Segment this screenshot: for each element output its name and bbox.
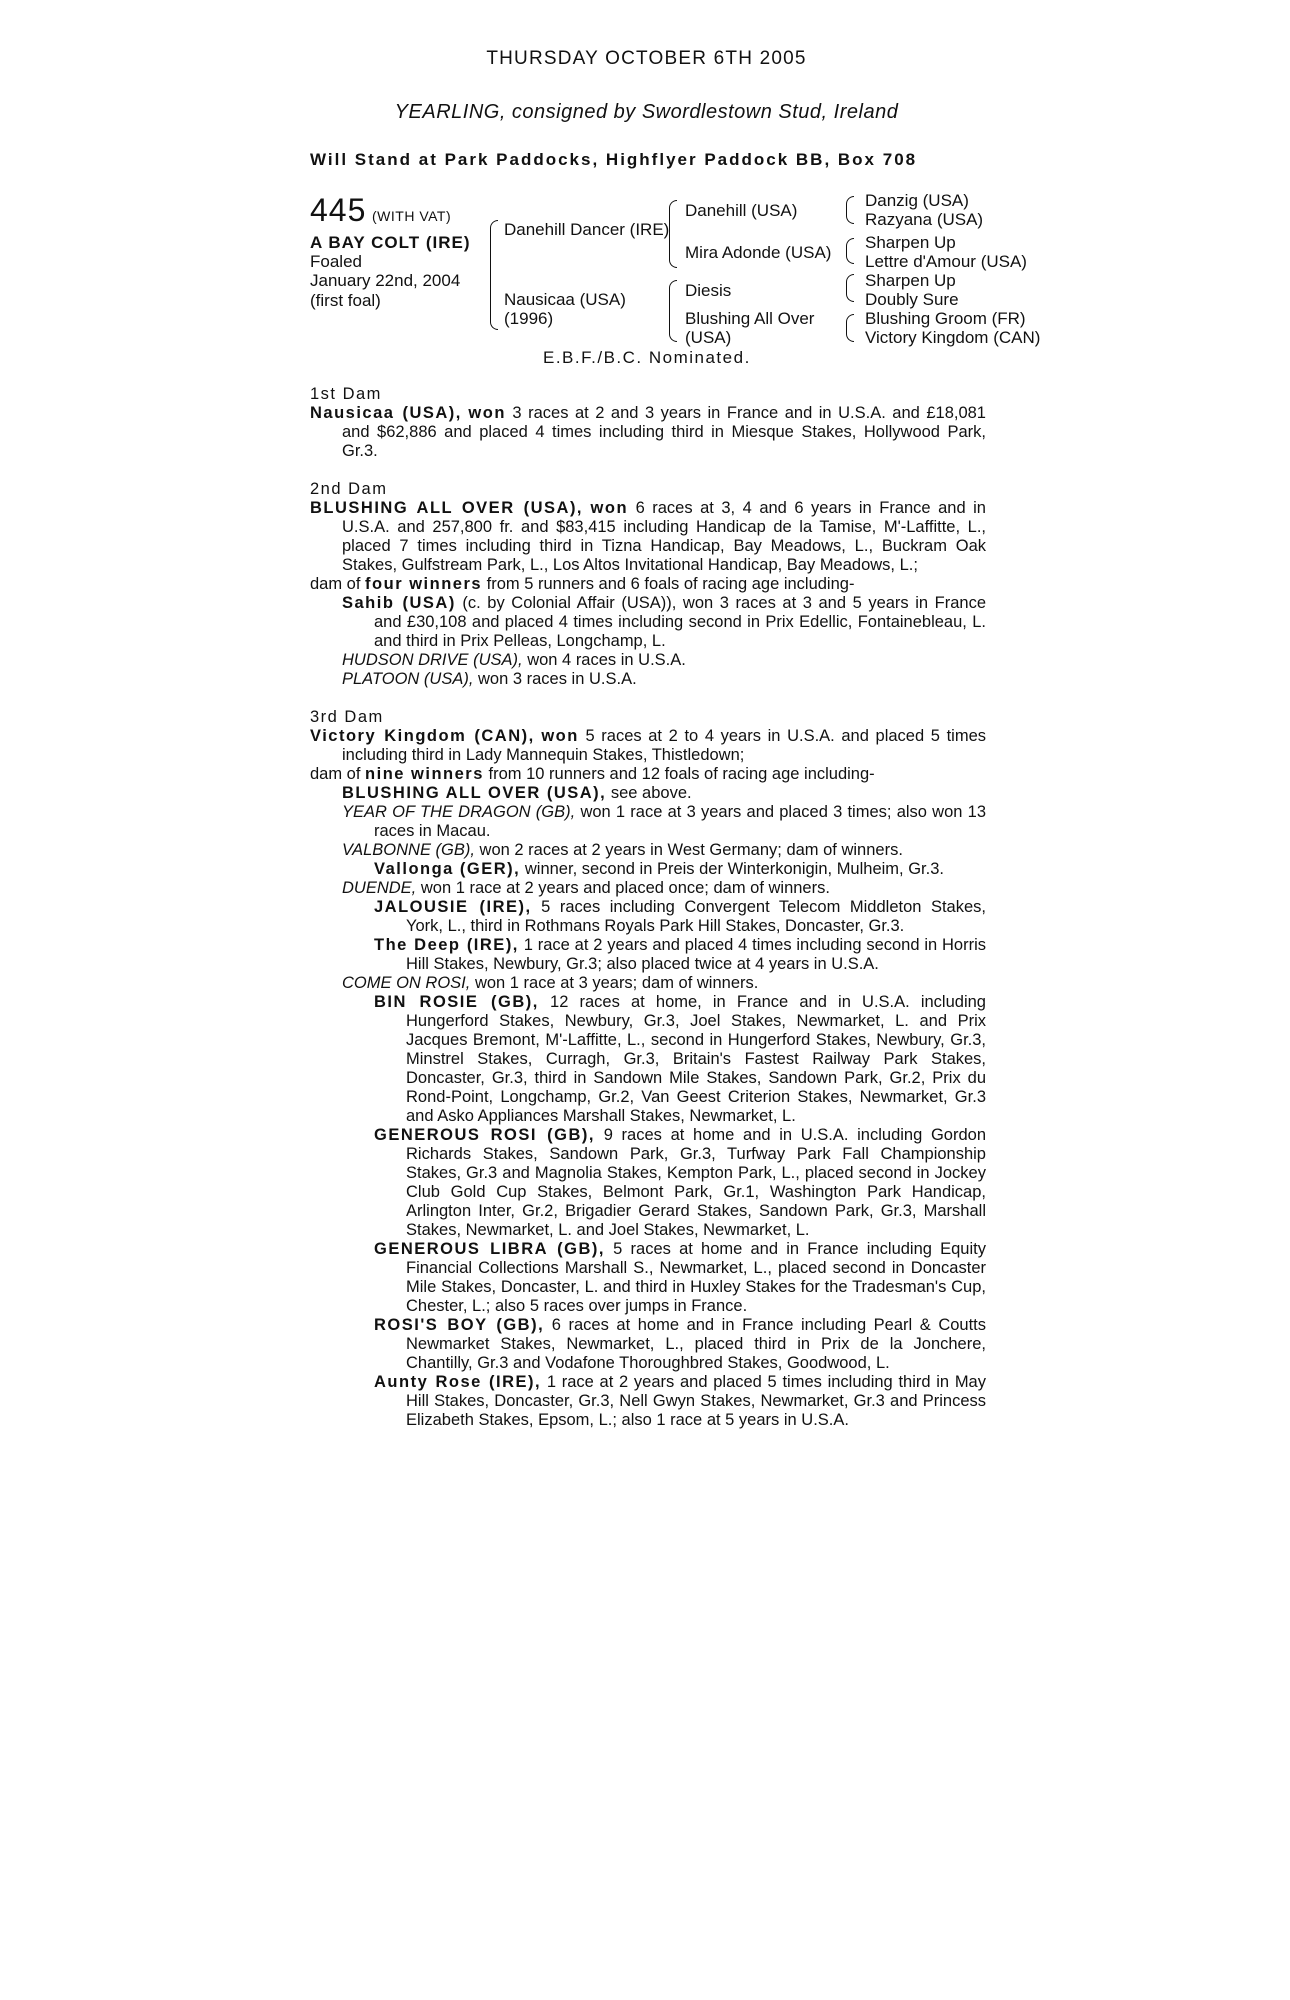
- produce-entry: [310, 670, 986, 689]
- produce-text: won 2 races at 2 years in West Germany; dam of winners.: [479, 841, 903, 859]
- grand-produce-entry: [310, 1373, 986, 1430]
- grand-produce-entry: [310, 1240, 986, 1316]
- grand-produce-entry: [310, 993, 986, 1126]
- first-dam-text: 3 races at 2 and 3 years in France and in U.S.A. and £18,081 and $62,886 and placed 4 times including third in Miesque Stakes, Hollywood Park, Gr.3.: [342, 404, 986, 460]
- third-dam-produce: [310, 765, 986, 784]
- dam-of-prefix: dam of: [310, 765, 361, 783]
- produce-text: (c. by Colonial Affair (USA)), won 3 races at 3 and 5 years in France and £30,108 and placed 4 times including second in Prix Edellic, Fontainebleau, L. and third in Prix Pelleas, Longchamp, L.: [374, 594, 986, 650]
- grand-produce-entry: [310, 936, 986, 974]
- second-dam-text: 6 races at 3, 4 and 6 years in France and in U.S.A. and 257,800 fr. and $83,415 including Handicap de la Tamise, M'-Laffitte, L., placed 7 times including third in Tizna Handicap, Bay Meadows, L., Buckram Oak Stakes, Gulfstream Park, L., Los Altos Invitational Handicap, Bay Meadows, L.;: [342, 499, 986, 574]
- grand-produce-entry: [310, 1316, 986, 1373]
- first-dam-record: [310, 404, 986, 461]
- consignor-line: YEARLING, consigned by Swordlestown Stud, Ireland: [394, 101, 899, 123]
- pedigree-dam-dam-country: (USA): [685, 328, 732, 347]
- lot-number: 445: [310, 192, 367, 228]
- produce-name: GENEROUS LIBRA (GB),: [374, 1240, 605, 1258]
- produce-text: winner, second in Preis der Winterkonigin, Mulheim, Gr.3.: [524, 860, 944, 878]
- second-dam-heading: 2nd Dam: [310, 480, 388, 498]
- first-dam-won: won: [468, 404, 506, 422]
- produce-text: 1 race at 2 years and placed 5 times including third in May Hill Stakes, Doncaster, Gr.3, Nell Gwyn Stakes, Newmarket, Gr.3 and Princess Elizabeth Stakes, Epsom, L.; also 1 race at 5 years in U.S.A.: [406, 1373, 986, 1429]
- third-dam-name: Victory Kingdom (CAN),: [310, 727, 535, 745]
- pedigree-g3-5: Sharpen Up: [865, 271, 956, 290]
- pedigree-brace-g1: [846, 196, 854, 224]
- stand-location: Will Stand at Park Paddocks, Highflyer Paddock BB, Box 708: [310, 150, 918, 169]
- produce-text: won 1 race at 3 years and placed 3 times; also won 13 races in Macau.: [374, 803, 986, 840]
- produce-text: 6 races at home and in France including Pearl & Coutts Newmarket Stakes, Newmarket, L., placed third in Prix de la Jonchere, Chantilly, Gr.3 and Vodafone Thoroughbred Stakes, Goodwood, L.: [406, 1316, 987, 1372]
- foaled-date: January 22nd, 2004: [310, 271, 461, 290]
- produce-text: won 1 race at 3 years; dam of winners.: [474, 974, 759, 992]
- lot-vat: (WITH VAT): [372, 208, 452, 224]
- pedigree-g3-2: Razyana (USA): [865, 210, 984, 229]
- produce-name: ROSI'S BOY (GB),: [374, 1316, 545, 1334]
- produce-name: The Deep (IRE),: [374, 936, 519, 954]
- produce-text: 5 races including Convergent Telecom Middleton Stakes, York, L., third in Rothmans Royals Park Hill Stakes, Doncaster, Gr.3.: [406, 898, 986, 935]
- produce-name: BLUSHING ALL OVER (USA),: [342, 784, 607, 802]
- lot-description: A BAY COLT (IRE): [310, 233, 471, 252]
- pedigree-brace-dam: [669, 280, 677, 342]
- produce-text: 12 races at home, in France and in U.S.A. including Hungerford Stakes, Newbury, Gr.3, Joel Stakes, Newmarket, L. and Prix Jacques Bremont, M'-Laffitte, L., second in Hungerford Stakes, Newbury, Gr.3, Minstrel Stakes, Curragh, Gr.3, Britain's Fastest Railway Park Stakes, Doncaster, Gr.3, third in Sandown Mile Stakes, Sandown Park, Gr.2, Prix du Rond-Point, Longchamp, Gr.2, Van Geest Criterion Stakes, Newmarket, Gr.3 and Asko Appliances Marshall Stakes, Newmarket, L.: [406, 993, 986, 1125]
- third-dam-won: won: [541, 727, 579, 745]
- second-dam-name: BLUSHING ALL OVER (USA),: [310, 499, 584, 517]
- produce-name: Vallonga (GER),: [374, 860, 521, 878]
- dam-of-prefix: dam of: [310, 575, 361, 593]
- produce-name: VALBONNE (GB),: [342, 841, 475, 859]
- produce-name: Sahib (USA): [342, 594, 456, 612]
- third-dam-record: [310, 727, 986, 765]
- produce-text: won 1 race at 2 years and placed once; dam of winners.: [420, 879, 830, 897]
- dam-of-suffix: from 5 runners and 6 foals of racing age including-: [486, 575, 855, 593]
- first-dam-heading: 1st Dam: [310, 385, 382, 403]
- produce-text: 9 races at home and in U.S.A. including Gordon Richards Stakes, Sandown Park, Gr.3, Turfway Park Fall Championship Stakes, Gr.3 and Magnolia Stakes, Kempton Park, L., placed second in Jockey Club Gold Cup Stakes, Belmont Park, Gr.1, Washington Park Handicap, Arlington Inter, Gr.2, Brigadier Gerard Stakes, Sandown Park, Gr.3, Marshall Stakes, Newmarket, L. and Joel Stakes, Newmarket, L.: [406, 1126, 986, 1239]
- foaled-label: Foaled: [310, 252, 362, 271]
- dam-of-winners: four winners: [365, 575, 483, 593]
- third-dam-text: 5 races at 2 to 4 years in U.S.A. and placed 5 times including third in Lady Mannequin Stakes, Thistledown;: [342, 727, 987, 764]
- pedigree-g3-4: Lettre d'Amour (USA): [865, 252, 1027, 271]
- second-dam-produce: [310, 575, 986, 594]
- grand-produce-entry: [310, 860, 986, 879]
- produce-name: COME ON ROSI,: [342, 974, 471, 992]
- produce-name: DUENDE,: [342, 879, 417, 897]
- produce-entry: [310, 784, 986, 803]
- second-dam-record: [310, 499, 986, 575]
- pedigree-brace-sire: [669, 200, 677, 268]
- third-dam-heading: 3rd Dam: [310, 708, 384, 726]
- pedigree-dam-sire: Diesis: [685, 281, 732, 300]
- pedigree-g3-7: Blushing Groom (FR): [865, 309, 1026, 328]
- third-dam-section: [310, 708, 986, 1430]
- pedigree-g3-1: Danzig (USA): [865, 191, 969, 210]
- pedigree-dam: Nausicaa (USA): [504, 290, 626, 309]
- dam-of-suffix: from 10 runners and 12 foals of racing age including-: [488, 765, 875, 783]
- pedigree-g3-6: Doubly Sure: [865, 290, 959, 309]
- pedigree-brace-g2: [846, 238, 854, 264]
- produce-name: GENEROUS ROSI (GB),: [374, 1126, 595, 1144]
- produce-entry: [310, 879, 986, 898]
- nomination-note: E.B.F./B.C. Nominated.: [543, 348, 751, 367]
- produce-entry: [310, 974, 986, 993]
- pedigree-g3-8: Victory Kingdom (CAN): [865, 328, 1041, 347]
- first-dam-section: [310, 385, 986, 461]
- pedigree-sire-dam: Mira Adonde (USA): [685, 243, 832, 262]
- produce-text: 1 race at 2 years and placed 4 times including second in Horris Hill Stakes, Newbury, Gr.3; also placed twice at 4 years in U.S.A.: [406, 936, 987, 973]
- produce-text: won 3 races in U.S.A.: [478, 670, 637, 688]
- dam-of-winners: nine winners: [365, 765, 484, 783]
- pedigree-dam-dam: Blushing All Over: [685, 309, 815, 328]
- pedigree-sire: Danehill Dancer (IRE): [504, 220, 670, 239]
- produce-name: BIN ROSIE (GB),: [374, 993, 539, 1011]
- produce-name: JALOUSIE (IRE),: [374, 898, 532, 916]
- produce-text: see above.: [610, 784, 692, 802]
- first-foal-note: (first foal): [310, 291, 381, 310]
- pedigree-g3-3: Sharpen Up: [865, 233, 956, 252]
- pedigree-sire-sire: Danehill (USA): [685, 201, 798, 220]
- produce-name: PLATOON (USA),: [342, 670, 474, 688]
- produce-name: HUDSON DRIVE (USA),: [342, 651, 523, 669]
- sale-date: THURSDAY OCTOBER 6TH 2005: [486, 48, 807, 69]
- pedigree-brace-g4: [846, 314, 854, 342]
- pedigree-brace-g3: [846, 274, 854, 302]
- produce-name: YEAR OF THE DRAGON (GB),: [342, 803, 576, 821]
- produce-entry: [310, 651, 986, 670]
- produce-entry: [310, 841, 986, 860]
- grand-produce-entry: [310, 1126, 986, 1240]
- produce-text: won 4 races in U.S.A.: [527, 651, 686, 669]
- produce-name: Aunty Rose (IRE),: [374, 1373, 542, 1391]
- pedigree-brace-main: [490, 220, 498, 330]
- second-dam-won: won: [590, 499, 629, 517]
- produce-text: 5 races at home and in France including Equity Financial Collections Marshall S., Newmarket, L., placed second in Doncaster Mile Stakes, Doncaster, L. and third in Huxley Stakes for the Tradesman's Cup, Chester, L.; also 5 races over jumps in France.: [406, 1240, 986, 1315]
- produce-entry: [310, 594, 986, 651]
- grand-produce-entry: [310, 898, 986, 936]
- first-dam-name: Nausicaa (USA),: [310, 404, 462, 422]
- pedigree-dam-year: (1996): [504, 309, 554, 328]
- produce-entry: [310, 803, 986, 841]
- second-dam-section: [310, 480, 986, 689]
